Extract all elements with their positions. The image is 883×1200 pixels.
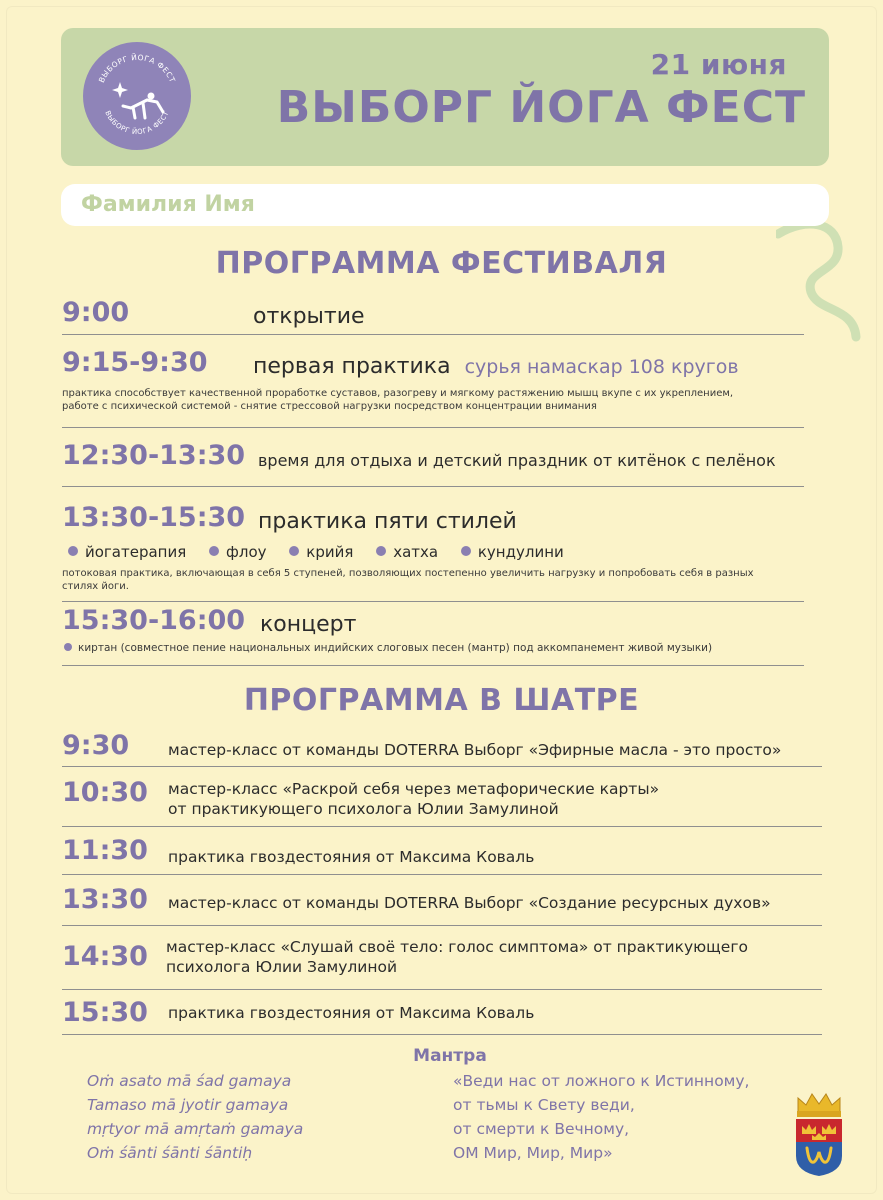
event-extra: сурья намаскар 108 кругов: [464, 356, 739, 378]
divider: [62, 665, 804, 666]
event-title: первая практика: [253, 354, 451, 379]
festival-program-title: ПРОГРАММА ФЕСТИВАЛЯ: [215, 246, 668, 281]
divider: [62, 1034, 822, 1035]
divider: [62, 766, 822, 767]
schedule-time: 15:30-16:00: [62, 605, 246, 636]
tent-event: мастер-класс от команды DOTERRA Выборг «Создание ресурсных духов»: [168, 894, 771, 912]
event-description: потоковая практика, включающая в себя 5 ступеней, позволяющих постепенно увеличить нагрузку и попробовать себя в разных стилях йоги.: [62, 568, 754, 592]
style-item: хатха: [376, 543, 438, 561]
festival-title: ВЫБОРГ ЙОГА ФЕСТ: [276, 82, 806, 133]
logo-text-top: ВЫБОРГ ЙОГА ФЕСТ: [96, 52, 178, 85]
tent-time: 11:30: [62, 835, 148, 866]
header-banner: [61, 28, 829, 166]
mantra-title: Мантра: [413, 1046, 487, 1066]
tent-event: мастер-класс от команды DOTERRA Выборг «Эфирные масла - это просто»: [168, 741, 782, 759]
tent-program-title: ПРОГРАММА В ШАТРЕ: [243, 683, 640, 718]
tent-time: 13:30: [62, 884, 148, 915]
schedule-event: время для отдыха и детский праздник от китёнок с пелёнок: [258, 451, 776, 470]
schedule-time: 9:15-9:30: [62, 347, 208, 378]
schedule-event: концерт: [260, 612, 357, 637]
divider: [62, 925, 822, 926]
yoga-logo-icon: [83, 42, 191, 150]
mantra-original: Oṁ asato mā śad gamaya Tamaso mā jyotir gamaya mṛtyor mā amṛtaṁ gamaya Oṁ śānti śānti śāntiḥ: [87, 1072, 304, 1162]
divider: [62, 989, 822, 990]
tent-event: практика гвоздестояния от Максима Коваль: [168, 848, 535, 866]
style-item: йогатерапия: [68, 543, 186, 561]
tent-time: 15:30: [62, 997, 148, 1028]
schedule-time: 13:30-15:30: [62, 502, 246, 533]
style-item: крийя: [289, 543, 353, 561]
event-note: киртан (совместное пение национальных индийских слоговых песен (мантр) под аккомпанемент живой музыки): [64, 642, 794, 655]
tent-event: практика гвоздестояния от Максима Коваль: [168, 1004, 535, 1022]
schedule-event: практика пяти стилей: [258, 509, 517, 534]
schedule-event: открытие: [253, 304, 365, 329]
style-item: кундулини: [461, 543, 564, 561]
mantra-translation: «Веди нас от ложного к Истинному, от тьмы к Свету веди, от смерти к Вечному, ОМ Мир, Мир, Мир»: [453, 1072, 750, 1162]
divider: [62, 334, 804, 335]
festival-date: 21 июня: [650, 48, 787, 81]
divider: [62, 601, 804, 602]
yoga-styles-list: [68, 543, 582, 561]
schedule-time: 12:30-13:30: [62, 440, 246, 471]
tent-event: мастер-класс «Раскрой себя через метафорические карты» от практикующего психолога Юлии Замулиной: [168, 780, 660, 818]
schedule-event: [253, 354, 739, 379]
vyborg-crest-icon: [792, 1090, 846, 1176]
name-placeholder: Фамилия Имя: [81, 192, 255, 217]
tent-time: 9:30: [62, 730, 130, 761]
tent-event: мастер-класс «Слушай своё тело: голос симптома» от практикующего психолога Юлии Замулиной: [166, 938, 748, 976]
logo-text-bottom: ВЫБОРГ ЙОГА ФЕСТ: [103, 109, 171, 137]
event-description: практика способствует качественной проработке суставов, разогреву и мягкому растяжению мышц вкупе с их укреплением, работе с психической системой - снятие стрессовой нагрузки посредством концентрации внимания: [62, 388, 734, 412]
style-item: флоу: [209, 543, 266, 561]
divider: [62, 826, 822, 827]
schedule-time: 9:00: [62, 297, 130, 328]
divider: [62, 486, 804, 487]
name-field[interactable]: [61, 184, 829, 226]
divider: [62, 874, 822, 875]
tent-time: 14:30: [62, 941, 148, 972]
divider: [62, 427, 804, 428]
tent-time: 10:30: [62, 777, 148, 808]
